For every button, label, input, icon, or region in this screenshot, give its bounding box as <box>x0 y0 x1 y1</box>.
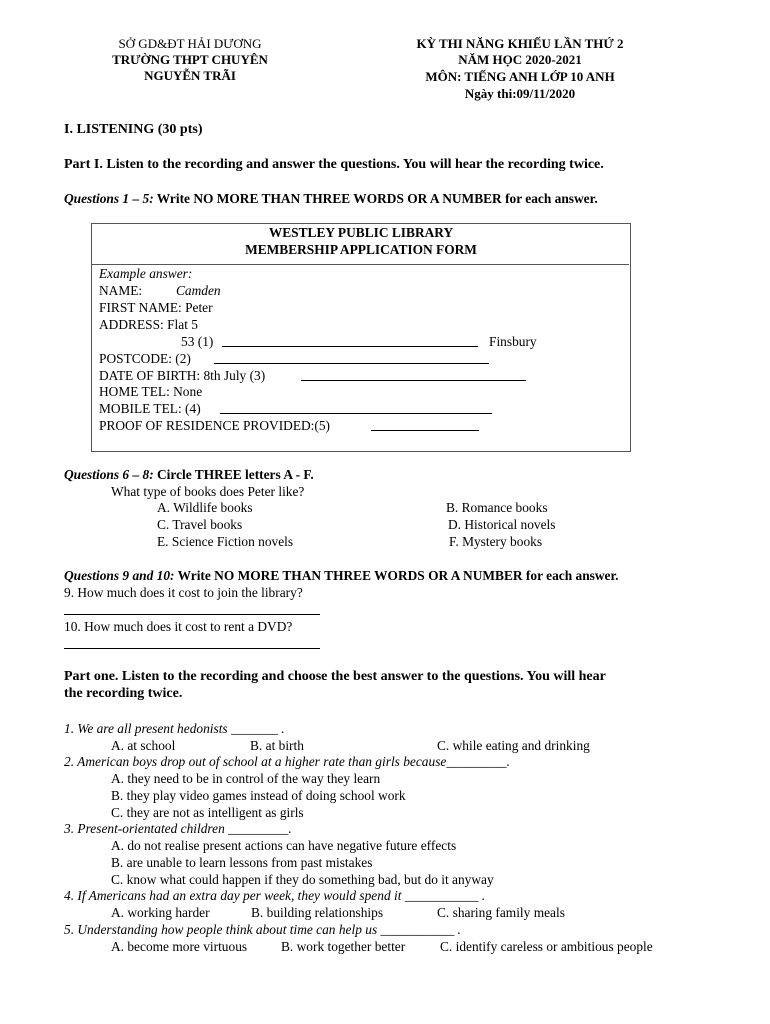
form-dob: DATE OF BIRTH: 8th July (3) <box>99 368 266 383</box>
option-f[interactable]: F. Mystery books <box>449 534 543 549</box>
answer-line-2[interactable] <box>214 363 489 364</box>
option-a[interactable]: A. Wildlife books <box>157 500 253 515</box>
mc-q3-opt-b[interactable]: B. are unable to learn lessons from past mistakes <box>111 855 373 870</box>
section-title: I. LISTENING (30 pts) <box>64 122 203 137</box>
form-home-tel: HOME TEL: None <box>99 384 203 399</box>
option-b[interactable]: B. Romance books <box>446 500 548 515</box>
q6-8-question: What type of books does Peter like? <box>111 484 305 499</box>
answer-line-5[interactable] <box>371 430 479 431</box>
form-title-2: MEMBERSHIP APPLICATION FORM <box>245 242 477 257</box>
exam-date: Ngày thi:09/11/2020 <box>464 86 576 101</box>
part-one-instruction-2: the recording twice. <box>64 686 183 701</box>
q6-8-instruction <box>64 467 314 483</box>
form-street-prefix: 53 (1) <box>181 334 214 349</box>
school-name-1: TRƯỜNG THPT CHUYÊN <box>112 52 268 67</box>
mc-q4-opt-c[interactable]: C. sharing family meals <box>437 905 565 920</box>
q1-5-text: Write NO MORE THAN THREE WORDS OR A NUMBER for each answer. <box>153 191 598 206</box>
q6-8-text: Circle THREE letters A - F. <box>153 467 314 482</box>
mc-q4-opt-a[interactable]: A. working harder <box>111 905 210 920</box>
mc-q4-stem: 4. If Americans had an extra day per week, they would spend it ___________ . <box>64 888 486 903</box>
mc-q5-opt-a[interactable]: A. become more virtuous <box>111 939 248 954</box>
answer-line-3[interactable] <box>301 380 526 381</box>
mc-q2-opt-a[interactable]: A. they need to be in control of the way they learn <box>111 771 381 786</box>
mc-q2-stem: 2. American boys drop out of school at a higher rate than girls because_________. <box>64 754 510 769</box>
answer-line-4[interactable] <box>220 413 492 414</box>
form-name-label: NAME: <box>99 283 143 298</box>
answer-line-1[interactable] <box>222 346 478 347</box>
exam-title: KỲ THI NĂNG KHIẾU LẦN THỨ 2 <box>416 36 624 51</box>
mc-q2-opt-b[interactable]: B. they play video games instead of doing school work <box>111 788 406 803</box>
mc-q4-opt-b[interactable]: B. building relationships <box>251 905 384 920</box>
answer-line-10[interactable] <box>64 648 320 649</box>
q9-10-text: Write NO MORE THAN THREE WORDS OR A NUMBER for each answer. <box>174 568 619 583</box>
option-d[interactable]: D. Historical novels <box>448 517 556 532</box>
mc-q2-opt-c[interactable]: C. they are not as intelligent as girls <box>111 805 304 820</box>
mc-q5-opt-b[interactable]: B. work together better <box>281 939 406 954</box>
form-name-value: Camden <box>176 283 221 298</box>
part-one-instruction-1: Part one. Listen to the recording and choose the best answer to the questions. You will hear <box>64 669 606 684</box>
school-dept: SỞ GD&ĐT HẢI DƯƠNG <box>118 36 262 51</box>
mc-q5-opt-c[interactable]: C. identify careless or ambitious people <box>440 939 653 954</box>
q10: 10. How much does it cost to rent a DVD? <box>64 619 293 634</box>
mc-q1-opt-c[interactable]: C. while eating and drinking <box>437 738 590 753</box>
form-example-label: Example answer: <box>99 266 193 281</box>
form-first-name: FIRST NAME: Peter <box>99 300 213 315</box>
part1-instruction: Part I. Listen to the recording and answer the questions. You will hear the recording twice. <box>64 157 604 172</box>
form-postcode: POSTCODE: (2) <box>99 351 191 366</box>
form-street-suffix: Finsbury <box>489 334 537 349</box>
q9-10-instruction <box>64 568 619 584</box>
q9-10-range: Questions 9 and 10: <box>64 568 175 583</box>
q6-8-range: Questions 6 – 8: <box>64 467 154 482</box>
mc-q1-opt-b[interactable]: B. at birth <box>250 738 304 753</box>
form-proof: PROOF OF RESIDENCE PROVIDED:(5) <box>99 418 331 433</box>
form-address: ADDRESS: Flat 5 <box>99 317 198 332</box>
option-c[interactable]: C. Travel books <box>157 517 243 532</box>
school-year: NĂM HỌC 2020-2021 <box>458 52 582 67</box>
mc-q1-opt-a[interactable]: A. at school <box>111 738 176 753</box>
mc-q1-stem: 1. We are all present hedonists _______ . <box>64 721 285 736</box>
subject: MÔN: TIẾNG ANH LỚP 10 ANH <box>425 69 615 84</box>
option-e[interactable]: E. Science Fiction novels <box>157 534 294 549</box>
mc-q3-stem: 3. Present-orientated children _________. <box>64 821 292 836</box>
school-name-2: NGUYỄN TRÃI <box>144 68 236 83</box>
q9: 9. How much does it cost to join the library? <box>64 585 303 600</box>
mc-q5-stem: 5. Understanding how people think about time can help us ___________ . <box>64 922 461 937</box>
form-divider <box>92 264 629 265</box>
form-title-1: WESTLEY PUBLIC LIBRARY <box>268 225 454 240</box>
mc-q3-opt-a[interactable]: A. do not realise present actions can have negative future effects <box>111 838 457 853</box>
mc-q3-opt-c[interactable]: C. know what could happen if they do something bad, but do it anyway <box>111 872 494 887</box>
q1-5-instruction <box>64 191 598 207</box>
form-mobile-tel: MOBILE TEL: (4) <box>99 401 201 416</box>
q1-5-range: Questions 1 – 5: <box>64 191 154 206</box>
answer-line-9[interactable] <box>64 614 320 615</box>
